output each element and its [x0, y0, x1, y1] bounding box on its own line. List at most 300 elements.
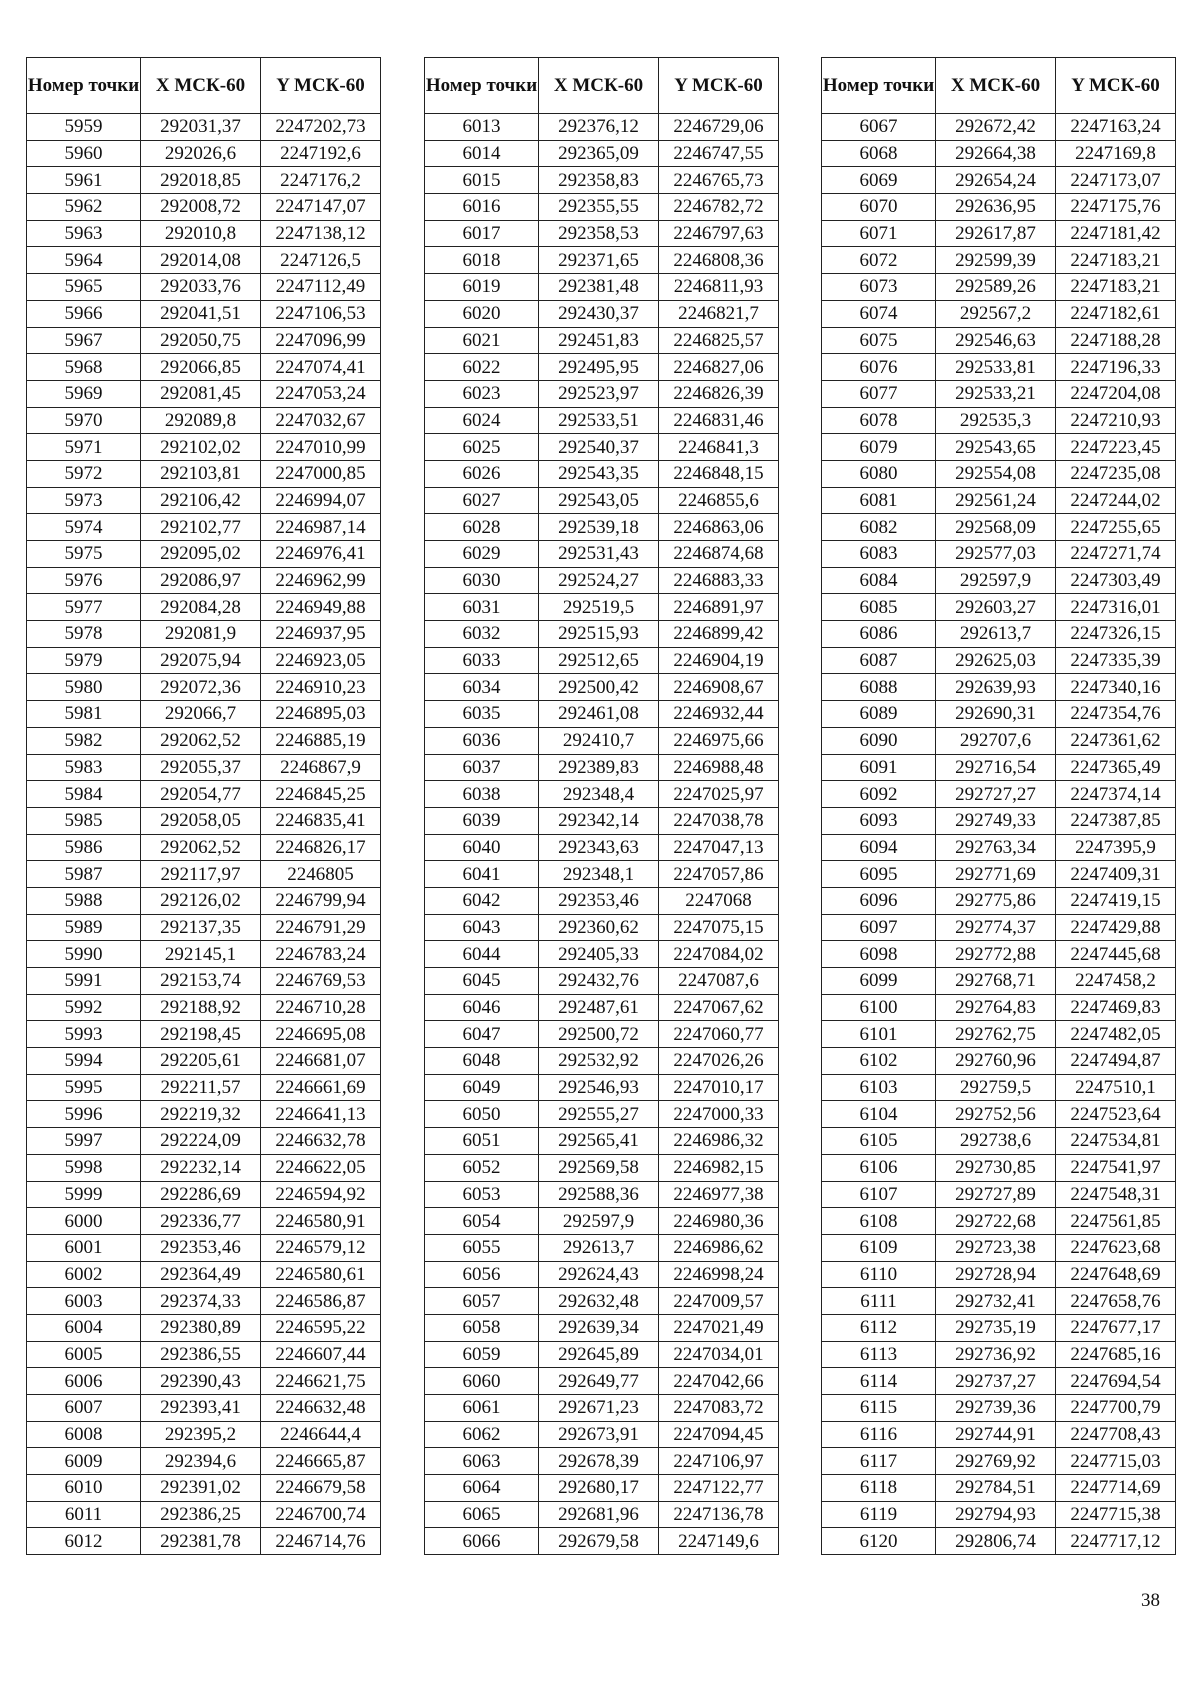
table-row	[27, 541, 381, 568]
x-coordinate-cell: 292543,65	[936, 434, 1056, 461]
point-number-cell: 6023	[425, 380, 539, 407]
table-row	[425, 1421, 779, 1448]
point-number-cell: 6114	[822, 1368, 936, 1395]
y-coordinate-cell: 2246641,13	[261, 1101, 381, 1128]
point-number-cell: 5984	[27, 781, 141, 808]
table-row	[27, 1101, 381, 1128]
table-row	[27, 1128, 381, 1155]
x-coordinate-cell: 292495,95	[539, 354, 659, 381]
table-row	[425, 247, 779, 274]
point-number-cell: 6045	[425, 968, 539, 995]
x-coordinate-cell: 292739,36	[936, 1395, 1056, 1422]
x-coordinate-cell: 292198,45	[141, 1021, 261, 1048]
x-coordinate-cell: 292365,09	[539, 140, 659, 167]
x-coordinate-cell: 292599,39	[936, 247, 1056, 274]
point-number-cell: 6029	[425, 541, 539, 568]
y-coordinate-cell: 2247163,24	[1056, 114, 1176, 141]
point-number-cell: 6058	[425, 1314, 539, 1341]
x-coordinate-cell: 292523,97	[539, 380, 659, 407]
table-row	[27, 834, 381, 861]
point-number-cell: 6097	[822, 914, 936, 941]
table-row	[27, 247, 381, 274]
point-number-cell: 6083	[822, 541, 936, 568]
y-coordinate-cell: 2247361,62	[1056, 727, 1176, 754]
point-number-cell: 6055	[425, 1234, 539, 1261]
y-coordinate-cell: 2247057,86	[659, 861, 779, 888]
point-number-cell: 5969	[27, 380, 141, 407]
y-coordinate-cell: 2247548,31	[1056, 1181, 1176, 1208]
table-row	[27, 1314, 381, 1341]
point-number-cell: 6104	[822, 1101, 936, 1128]
point-number-cell: 6079	[822, 434, 936, 461]
header-point-number: Номер точки	[822, 58, 936, 114]
y-coordinate-cell: 2246891,97	[659, 594, 779, 621]
y-coordinate-cell: 2246994,07	[261, 487, 381, 514]
point-number-cell: 5994	[27, 1048, 141, 1075]
y-coordinate-cell: 2247075,15	[659, 914, 779, 941]
table-row	[27, 1154, 381, 1181]
table-row	[822, 594, 1176, 621]
x-coordinate-cell: 292735,19	[936, 1314, 1056, 1341]
point-number-cell: 6118	[822, 1475, 936, 1502]
point-number-cell: 5986	[27, 834, 141, 861]
header-point-number: Номер точки	[27, 58, 141, 114]
point-number-cell: 6008	[27, 1421, 141, 1448]
y-coordinate-cell: 2247458,2	[1056, 968, 1176, 995]
y-coordinate-cell: 2246988,48	[659, 754, 779, 781]
point-number-cell: 5983	[27, 754, 141, 781]
point-number-cell: 6009	[27, 1448, 141, 1475]
point-number-cell: 6085	[822, 594, 936, 621]
y-coordinate-cell: 2247494,87	[1056, 1048, 1176, 1075]
x-coordinate-cell: 292380,89	[141, 1314, 261, 1341]
x-coordinate-cell: 292487,61	[539, 994, 659, 1021]
x-coordinate-cell: 292348,1	[539, 861, 659, 888]
x-coordinate-cell: 292117,97	[141, 861, 261, 888]
table-row	[822, 380, 1176, 407]
x-coordinate-cell: 292364,49	[141, 1261, 261, 1288]
table-row	[822, 1101, 1176, 1128]
y-coordinate-cell: 2247021,49	[659, 1314, 779, 1341]
point-number-cell: 6061	[425, 1395, 539, 1422]
table-row	[425, 754, 779, 781]
y-coordinate-cell: 2246904,19	[659, 647, 779, 674]
table-row	[822, 327, 1176, 354]
table-row	[822, 1368, 1176, 1395]
point-number-cell: 6080	[822, 460, 936, 487]
point-number-cell: 5972	[27, 460, 141, 487]
x-coordinate-cell: 292533,81	[936, 354, 1056, 381]
point-number-cell: 6057	[425, 1288, 539, 1315]
y-coordinate-cell: 2247106,53	[261, 300, 381, 327]
header-x: X МСК-60	[539, 58, 659, 114]
y-coordinate-cell: 2247255,65	[1056, 514, 1176, 541]
y-coordinate-cell: 2246821,7	[659, 300, 779, 327]
x-coordinate-cell: 292794,93	[936, 1501, 1056, 1528]
y-coordinate-cell: 2246797,63	[659, 220, 779, 247]
y-coordinate-cell: 2247623,68	[1056, 1234, 1176, 1261]
y-coordinate-cell: 2247060,77	[659, 1021, 779, 1048]
point-number-cell: 6039	[425, 807, 539, 834]
point-number-cell: 6016	[425, 194, 539, 221]
table-row	[822, 1421, 1176, 1448]
table-row	[822, 167, 1176, 194]
point-number-cell: 6041	[425, 861, 539, 888]
y-coordinate-cell: 2246783,24	[261, 941, 381, 968]
table-row	[822, 1261, 1176, 1288]
point-number-cell: 5975	[27, 541, 141, 568]
point-number-cell: 5990	[27, 941, 141, 968]
point-number-cell: 6051	[425, 1128, 539, 1155]
y-coordinate-cell: 2247374,14	[1056, 781, 1176, 808]
point-number-cell: 5989	[27, 914, 141, 941]
y-coordinate-cell: 2246695,08	[261, 1021, 381, 1048]
x-coordinate-cell: 292393,41	[141, 1395, 261, 1422]
table-row	[425, 781, 779, 808]
point-number-cell: 6069	[822, 167, 936, 194]
table-row	[27, 1475, 381, 1502]
x-coordinate-cell: 292066,85	[141, 354, 261, 381]
table-row	[425, 647, 779, 674]
x-coordinate-cell: 292636,95	[936, 194, 1056, 221]
x-coordinate-cell: 292360,62	[539, 914, 659, 941]
table-row	[425, 194, 779, 221]
table-row	[425, 834, 779, 861]
point-number-cell: 6077	[822, 380, 936, 407]
point-number-cell: 6101	[822, 1021, 936, 1048]
x-coordinate-cell: 292395,2	[141, 1421, 261, 1448]
y-coordinate-cell: 2247176,2	[261, 167, 381, 194]
y-coordinate-cell: 2247715,03	[1056, 1448, 1176, 1475]
table-row	[27, 941, 381, 968]
x-coordinate-cell: 292546,63	[936, 327, 1056, 354]
y-coordinate-cell: 2246791,29	[261, 914, 381, 941]
y-coordinate-cell: 2246908,67	[659, 674, 779, 701]
y-coordinate-cell: 2246848,15	[659, 460, 779, 487]
table-row	[425, 567, 779, 594]
y-coordinate-cell: 2247316,01	[1056, 594, 1176, 621]
y-coordinate-cell: 2246825,57	[659, 327, 779, 354]
y-coordinate-cell: 2247303,49	[1056, 567, 1176, 594]
x-coordinate-cell: 292531,43	[539, 541, 659, 568]
y-coordinate-cell: 2247196,33	[1056, 354, 1176, 381]
table-row	[425, 1128, 779, 1155]
table-row	[27, 1261, 381, 1288]
y-coordinate-cell: 2247173,07	[1056, 167, 1176, 194]
point-number-cell: 5995	[27, 1074, 141, 1101]
point-number-cell: 5999	[27, 1181, 141, 1208]
point-number-cell: 6025	[425, 434, 539, 461]
table-row	[822, 1128, 1176, 1155]
y-coordinate-cell: 2247087,6	[659, 968, 779, 995]
table-row	[27, 194, 381, 221]
y-coordinate-cell: 2247717,12	[1056, 1528, 1176, 1555]
y-coordinate-cell: 2246977,38	[659, 1181, 779, 1208]
y-coordinate-cell: 2246805	[261, 861, 381, 888]
table-row	[27, 1288, 381, 1315]
table-row	[27, 647, 381, 674]
point-number-cell: 6033	[425, 647, 539, 674]
point-number-cell: 6026	[425, 460, 539, 487]
table-row	[27, 674, 381, 701]
table-row	[822, 1395, 1176, 1422]
y-coordinate-cell: 2246622,05	[261, 1154, 381, 1181]
table-row	[425, 1528, 779, 1555]
point-number-cell: 6072	[822, 247, 936, 274]
point-number-cell: 6031	[425, 594, 539, 621]
point-number-cell: 6087	[822, 647, 936, 674]
point-number-cell: 6013	[425, 114, 539, 141]
table-row	[822, 354, 1176, 381]
coordinates-table-3	[821, 57, 1176, 1555]
x-coordinate-cell: 292736,92	[936, 1341, 1056, 1368]
x-coordinate-cell: 292405,33	[539, 941, 659, 968]
x-coordinate-cell: 292532,92	[539, 1048, 659, 1075]
table-row	[822, 140, 1176, 167]
y-coordinate-cell: 2246932,44	[659, 701, 779, 728]
y-coordinate-cell: 2247068	[659, 887, 779, 914]
y-coordinate-cell: 2246982,15	[659, 1154, 779, 1181]
x-coordinate-cell: 292763,34	[936, 834, 1056, 861]
point-number-cell: 5982	[27, 727, 141, 754]
table-row	[425, 1475, 779, 1502]
y-coordinate-cell: 2246799,94	[261, 887, 381, 914]
table-row	[822, 407, 1176, 434]
point-number-cell: 5967	[27, 327, 141, 354]
point-number-cell: 5962	[27, 194, 141, 221]
table-row	[425, 1448, 779, 1475]
y-coordinate-cell: 2247204,08	[1056, 380, 1176, 407]
point-number-cell: 6115	[822, 1395, 936, 1422]
table-row	[27, 994, 381, 1021]
table-row	[425, 1181, 779, 1208]
table-row	[425, 727, 779, 754]
table-row	[822, 968, 1176, 995]
header-x: X МСК-60	[141, 58, 261, 114]
x-coordinate-cell: 292613,7	[539, 1234, 659, 1261]
x-coordinate-cell: 292358,83	[539, 167, 659, 194]
x-coordinate-cell: 292010,8	[141, 220, 261, 247]
table-row	[822, 1448, 1176, 1475]
x-coordinate-cell: 292762,75	[936, 1021, 1056, 1048]
point-number-cell: 5977	[27, 594, 141, 621]
x-coordinate-cell: 292014,08	[141, 247, 261, 274]
page-number: 38	[1141, 1590, 1160, 1611]
x-coordinate-cell: 292588,36	[539, 1181, 659, 1208]
table-row	[822, 487, 1176, 514]
point-number-cell: 6019	[425, 274, 539, 301]
table-row	[425, 541, 779, 568]
x-coordinate-cell: 292625,03	[936, 647, 1056, 674]
table-row	[27, 1448, 381, 1475]
y-coordinate-cell: 2247094,45	[659, 1421, 779, 1448]
y-coordinate-cell: 2246855,6	[659, 487, 779, 514]
table-row	[822, 220, 1176, 247]
table-row	[822, 727, 1176, 754]
x-coordinate-cell: 292358,53	[539, 220, 659, 247]
table-row	[27, 861, 381, 888]
table-row	[822, 621, 1176, 648]
point-number-cell: 5991	[27, 968, 141, 995]
y-coordinate-cell: 2247419,15	[1056, 887, 1176, 914]
point-number-cell: 6109	[822, 1234, 936, 1261]
y-coordinate-cell: 2247042,66	[659, 1368, 779, 1395]
table-row	[425, 487, 779, 514]
table-row	[822, 274, 1176, 301]
y-coordinate-cell: 2246595,22	[261, 1314, 381, 1341]
y-coordinate-cell: 2247126,5	[261, 247, 381, 274]
y-coordinate-cell: 2247523,64	[1056, 1101, 1176, 1128]
point-number-cell: 6037	[425, 754, 539, 781]
x-coordinate-cell: 292539,18	[539, 514, 659, 541]
y-coordinate-cell: 2247714,69	[1056, 1475, 1176, 1502]
point-number-cell: 6006	[27, 1368, 141, 1395]
table-row	[822, 914, 1176, 941]
table-row	[27, 220, 381, 247]
point-number-cell: 5968	[27, 354, 141, 381]
x-coordinate-cell: 292381,78	[141, 1528, 261, 1555]
point-number-cell: 6105	[822, 1128, 936, 1155]
x-coordinate-cell: 292389,83	[539, 754, 659, 781]
table-row	[27, 1395, 381, 1422]
y-coordinate-cell: 2246937,95	[261, 621, 381, 648]
x-coordinate-cell: 292533,21	[936, 380, 1056, 407]
x-coordinate-cell: 292568,09	[936, 514, 1056, 541]
table-row	[822, 861, 1176, 888]
y-coordinate-cell: 2246885,19	[261, 727, 381, 754]
x-coordinate-cell: 292430,37	[539, 300, 659, 327]
x-coordinate-cell: 292381,48	[539, 274, 659, 301]
y-coordinate-cell: 2246700,74	[261, 1501, 381, 1528]
point-number-cell: 6091	[822, 754, 936, 781]
y-coordinate-cell: 2247138,12	[261, 220, 381, 247]
table-row	[27, 914, 381, 941]
x-coordinate-cell: 292771,69	[936, 861, 1056, 888]
table-row	[425, 1341, 779, 1368]
y-coordinate-cell: 2246980,36	[659, 1208, 779, 1235]
table-row	[425, 994, 779, 1021]
y-coordinate-cell: 2246845,25	[261, 781, 381, 808]
point-number-cell: 6018	[425, 247, 539, 274]
y-coordinate-cell: 2246831,46	[659, 407, 779, 434]
point-number-cell: 6038	[425, 781, 539, 808]
y-coordinate-cell: 2247561,85	[1056, 1208, 1176, 1235]
table-row	[822, 1154, 1176, 1181]
x-coordinate-cell: 292760,96	[936, 1048, 1056, 1075]
point-number-cell: 5971	[27, 434, 141, 461]
point-number-cell: 6117	[822, 1448, 936, 1475]
y-coordinate-cell: 2246679,58	[261, 1475, 381, 1502]
x-coordinate-cell: 292286,69	[141, 1181, 261, 1208]
y-coordinate-cell: 2246883,33	[659, 567, 779, 594]
y-coordinate-cell: 2247106,97	[659, 1448, 779, 1475]
y-coordinate-cell: 2247541,97	[1056, 1154, 1176, 1181]
y-coordinate-cell: 2246986,62	[659, 1234, 779, 1261]
point-number-cell: 6067	[822, 114, 936, 141]
x-coordinate-cell: 292639,93	[936, 674, 1056, 701]
y-coordinate-cell: 2247096,99	[261, 327, 381, 354]
y-coordinate-cell: 2247192,6	[261, 140, 381, 167]
point-number-cell: 5959	[27, 114, 141, 141]
x-coordinate-cell: 292671,23	[539, 1395, 659, 1422]
table-row	[822, 781, 1176, 808]
x-coordinate-cell: 292730,85	[936, 1154, 1056, 1181]
x-coordinate-cell: 292386,55	[141, 1341, 261, 1368]
y-coordinate-cell: 2246586,87	[261, 1288, 381, 1315]
table-row	[425, 1074, 779, 1101]
table-row	[822, 1208, 1176, 1235]
x-coordinate-cell: 292075,94	[141, 647, 261, 674]
y-coordinate-cell: 2246644,4	[261, 1421, 381, 1448]
y-coordinate-cell: 2247694,54	[1056, 1368, 1176, 1395]
table-row	[27, 1074, 381, 1101]
x-coordinate-cell: 292727,89	[936, 1181, 1056, 1208]
header-x: X МСК-60	[936, 58, 1056, 114]
y-coordinate-cell: 2246910,23	[261, 674, 381, 701]
x-coordinate-cell: 292569,58	[539, 1154, 659, 1181]
header-y: Y МСК-60	[1056, 58, 1176, 114]
y-coordinate-cell: 2247010,17	[659, 1074, 779, 1101]
table-row	[822, 300, 1176, 327]
table-row	[27, 1368, 381, 1395]
point-number-cell: 6082	[822, 514, 936, 541]
y-coordinate-cell: 2247429,88	[1056, 914, 1176, 941]
point-number-cell: 5961	[27, 167, 141, 194]
table-row	[822, 887, 1176, 914]
x-coordinate-cell: 292232,14	[141, 1154, 261, 1181]
y-coordinate-cell: 2247708,43	[1056, 1421, 1176, 1448]
table-row	[27, 1208, 381, 1235]
table-row	[27, 354, 381, 381]
x-coordinate-cell: 292519,5	[539, 594, 659, 621]
point-number-cell: 5985	[27, 807, 141, 834]
point-number-cell: 6010	[27, 1475, 141, 1502]
point-number-cell: 6065	[425, 1501, 539, 1528]
y-coordinate-cell: 2246976,41	[261, 541, 381, 568]
x-coordinate-cell: 292678,39	[539, 1448, 659, 1475]
table-row	[425, 941, 779, 968]
point-number-cell: 6011	[27, 1501, 141, 1528]
x-coordinate-cell: 292500,72	[539, 1021, 659, 1048]
point-number-cell: 6035	[425, 701, 539, 728]
table-row	[27, 1234, 381, 1261]
point-number-cell: 5996	[27, 1101, 141, 1128]
y-coordinate-cell: 2246923,05	[261, 647, 381, 674]
x-coordinate-cell: 292062,52	[141, 834, 261, 861]
table-row	[425, 594, 779, 621]
x-coordinate-cell: 292205,61	[141, 1048, 261, 1075]
table-row	[822, 1288, 1176, 1315]
x-coordinate-cell: 292716,54	[936, 754, 1056, 781]
y-coordinate-cell: 2246765,73	[659, 167, 779, 194]
x-coordinate-cell: 292089,8	[141, 407, 261, 434]
x-coordinate-cell: 292461,08	[539, 701, 659, 728]
y-coordinate-cell: 2246681,07	[261, 1048, 381, 1075]
point-number-cell: 5979	[27, 647, 141, 674]
y-coordinate-cell: 2247182,61	[1056, 300, 1176, 327]
x-coordinate-cell: 292654,24	[936, 167, 1056, 194]
y-coordinate-cell: 2247032,67	[261, 407, 381, 434]
table-row	[425, 274, 779, 301]
table-row	[425, 1395, 779, 1422]
point-number-cell: 6075	[822, 327, 936, 354]
point-number-cell: 5970	[27, 407, 141, 434]
table-row	[425, 1288, 779, 1315]
point-number-cell: 6047	[425, 1021, 539, 1048]
y-coordinate-cell: 2247658,76	[1056, 1288, 1176, 1315]
y-coordinate-cell: 2247354,76	[1056, 701, 1176, 728]
point-number-cell: 6100	[822, 994, 936, 1021]
